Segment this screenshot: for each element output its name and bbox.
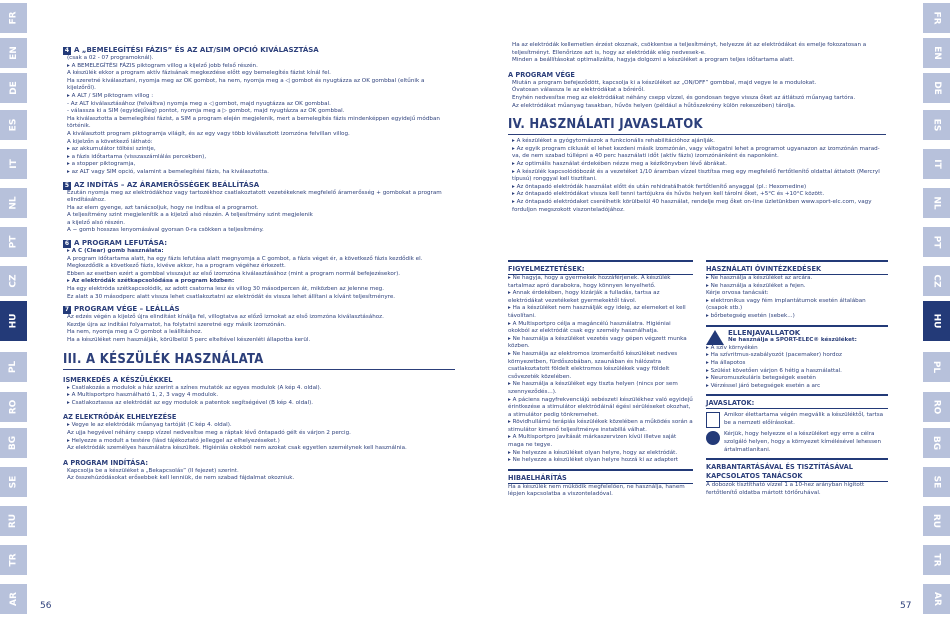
right-column-top — [508, 42, 886, 214]
language-tab-label: IT — [931, 159, 942, 169]
crossed-bin-icon — [706, 412, 720, 428]
text-line: Óvatosan válassza le az elektródákat a bőréről. — [512, 87, 645, 94]
section-7-body — [63, 314, 455, 344]
section-4-heading: 4 A „BEMELEGÍTÉSI FÁZIS” ÉS AZ ALT/SIM OPCIÓ KIVÁLASZTÁSA — [64, 46, 319, 54]
text-line: Ha nem, nyomja meg a ⏻ gombot a leállításhoz. — [67, 329, 203, 336]
precautions-heading: HASZNÁLATI ÓVINTÉZKEDÉSEK — [706, 265, 888, 275]
language-tab-ro[interactable] — [0, 392, 27, 422]
language-tab-label: RO — [931, 399, 942, 415]
text-line: Ha az elektródák kellemetlen érzést okoznak, csökkentse a teljesítményt, helyezze át az elektródákat és emelje fokozatosan a teljesítményt. Ellenőrizze azt is, hogy az elektródák elég nedvesek-e. — [512, 42, 867, 56]
maintenance-heading: KARBANTARTÁSÁVAL ÉS TISZTÍTÁSÁVAL KAPCSOLATOS TANÁCSOK — [706, 463, 888, 482]
text-line: ▸ Ha szívritmus-szabályozót (pacemaker) hordoz — [706, 352, 842, 359]
contraindications-box — [706, 325, 888, 391]
language-tab-de[interactable] — [0, 73, 27, 103]
text-line: ▸ elektronikus vagy fém implantátumok esetén általában (csapok stb.) — [706, 297, 866, 312]
text-line: ▸ Ne használja az elektromos izomerősítő készüléket nedves környezetben, fürdőszobában, szaunában és hálózatra csatlakoztatott földelt elektromos készülékek vagy földelt csővezeték közelében. — [508, 350, 678, 380]
language-tab-label: ES — [8, 118, 19, 132]
warnings-heading: FIGYELMEZTETÉSEK: — [508, 265, 693, 275]
language-tab-label: TR — [8, 553, 19, 567]
language-tab-cz[interactable] — [0, 266, 27, 296]
text-line: ▸ az ALT vagy SIM opció, valamint a bemelegítési fázis, ha kiválasztotta. — [67, 168, 269, 175]
text-line: Az ujja hegyével néhány csepp vízzel nedvesítse meg a ráptak lévő öntapadó gélt és várjon 2 percig. — [67, 429, 351, 436]
language-tab-label: DE — [8, 81, 19, 95]
language-tab-label: DE — [931, 81, 942, 95]
text-line: ▸ bőrbetegség esetén (sebek...) — [706, 312, 795, 319]
text-line: Az összehúzódásokat erősebbek kell lenniük, de nem szabad fájdalmat okozniuk. — [67, 475, 295, 482]
text-line: ▸ Ne használja a készüléket egy tiszta helyen (nincs por sem szennyeződés...). — [508, 381, 678, 395]
text-line: Ezután nyomja meg az elektródákhoz vagy tartozékhoz csatlakoztatott vezetékeknek megfelelő áramerősség + gombokat a program elindításához. — [67, 189, 442, 204]
program-end-body — [508, 80, 886, 110]
language-tab-ro[interactable] — [923, 392, 950, 422]
program-start-body — [63, 468, 455, 483]
text-line: ▸ A páciens nagyfrekvenciájú sebészeti készülékhez való egyidejű érintkezése a stimulátor elektródáinál égési sérüléseket okozhat, a stimulátor pedig tönkremehet. — [508, 396, 693, 418]
text-line: ▸ az akkumulátor töltési szintje, — [67, 146, 156, 153]
language-tab-se[interactable] — [923, 467, 950, 497]
text-line: Ha az elem gyenge, azt tanácsoljuk, hogy ne indítsa el a programot. — [67, 204, 259, 211]
language-tab-label: PT — [931, 235, 942, 249]
text-line: A kiválasztott program piktogramja világít, és az egy vagy több kiválasztott izomzóna felvillan villog. — [67, 130, 350, 137]
text-line: ▸ Szülést követően várjon 6 hétig a használattal. — [706, 367, 842, 374]
section-7-heading: 7 PROGRAM VÉGE – LEÁLLÁS — [64, 305, 180, 314]
text-line: A − gomb hosszas lenyomásával gyorsan 0-ra csökken a teljesítmény. — [67, 227, 264, 234]
language-tab-label: PL — [8, 360, 19, 374]
language-tab-fr[interactable] — [0, 3, 27, 33]
language-tab-label: IT — [8, 159, 19, 169]
text-line: (csak a 02 - 07 programoknál). — [67, 55, 154, 61]
language-tab-label: EN — [8, 46, 19, 60]
text-line: Kérje orvosa tanácsát: — [706, 290, 769, 297]
language-tab-ar[interactable] — [0, 584, 27, 614]
troubleshooting-body — [508, 484, 693, 499]
text-line: ▸ Vérzéssel járó betegségek esetén a arc — [706, 382, 821, 389]
disconnect-subheading: ▸ Az elektródák szétkapcsolódása a program közben: — [67, 278, 235, 285]
language-tab-bg[interactable] — [0, 428, 27, 458]
text-line: ▸ Neuromuszkuláris betegségek esetén — [706, 375, 816, 382]
text-line: ▸ Helyezze a modult a testére (lásd tájékoztató jelleggel az elhelyezéseket.) — [67, 437, 280, 444]
language-tab-label: CZ — [931, 274, 942, 288]
language-tab-es[interactable] — [923, 110, 950, 140]
section-iii-title: III. A KÉSZÜLÉK HASZNÁLATA — [63, 352, 455, 370]
text-line: ▸ A Multisportpro használható 1, 2, 3 vagy 4 modulok. — [67, 392, 219, 399]
warnings-body — [508, 275, 693, 465]
language-tab-pt[interactable] — [0, 227, 27, 257]
text-line: A teljesítmény szint megjelenítik a a kijelző alsó részén. A teljesítmény szint megjelenik — [67, 212, 313, 219]
section-5-body — [63, 190, 455, 236]
section-6-heading: 6 A PROGRAM LEFUTÁSA: — [64, 239, 168, 248]
language-tab-ru[interactable] — [0, 506, 27, 536]
subheading-electrode-placement: AZ ELEKTRÓDÁK ELHELYEZÉSE — [63, 413, 177, 422]
language-tab-label: NL — [931, 196, 942, 210]
language-tab-cz[interactable] — [923, 266, 950, 296]
text-line: ▸ Ne hagyja, hogy a gyermekek hozzáférjenek. A készülék tartalmaz apró darabokra, hogy könnyen lenyelhető. — [508, 275, 671, 289]
left-column — [63, 42, 455, 483]
language-tab-label: HU — [931, 313, 942, 329]
language-tab-label: SE — [8, 475, 19, 489]
text-line: Ha egy elektróda szétkapcsolódik, az adott csatorna lesz és villog 30 másodpercen át, miközben az jelenne meg. — [67, 286, 385, 293]
warnings-column — [508, 256, 693, 499]
language-tab-de[interactable] — [923, 73, 950, 103]
warning-triangle-icon — [706, 330, 724, 345]
language-tabs-right — [923, 0, 950, 621]
text-line: a kijelző alsó részén. — [67, 219, 126, 226]
language-tab-ru[interactable] — [923, 506, 950, 536]
text-line: ▸ A Multisportpro javítását márkaszervizen kívül illetve saját maga ne tegye. — [508, 434, 677, 449]
text-line: Kezdje újra az indítási folyamatot, ha folytatni szeretné egy másik izomzónán. — [67, 321, 286, 328]
text-line: ▸ Az öntapadó elektródaket cserélhetik körülbelül 40 használat, rendelje meg őket on-line üzletünkben www.sport-elc.com, vagy forduljon megszokott viszonteladójához. — [512, 198, 872, 213]
text-line: A program időtartama alatt, ha egy fázis lefutása alatt megnyomja a C gombot, a fázis véget ér, a következő fázis kezdődik el. — [67, 255, 423, 262]
language-tab-label: RU — [931, 513, 942, 529]
language-tabs-left — [0, 0, 27, 621]
language-tab-label: RU — [8, 513, 19, 529]
language-tab-se[interactable] — [0, 467, 27, 497]
language-tab-pt[interactable] — [923, 227, 950, 257]
text-line: ▸ Vegye le az elektródák műanyag tartóját (C kép 4. oldal). — [67, 422, 232, 429]
recycle-icon — [706, 431, 720, 445]
language-tab-en[interactable] — [0, 38, 27, 68]
language-tab-label: PL — [931, 360, 942, 374]
warnings-box — [508, 260, 693, 465]
troubleshooting-heading: HIBAELHÁRÍTÁS — [508, 474, 693, 484]
getting-started-body — [63, 385, 455, 408]
text-line: Ha a készülék nem működik megfelelően, ne használja, hanem lépjen kapcsolatba a viszonteladóval. — [508, 483, 685, 498]
language-tab-fr[interactable] — [923, 3, 950, 33]
language-tab-label: RO — [8, 399, 19, 415]
contraindications-subheading: Ne használja a SPORT-ELEC® készüléket: — [728, 337, 857, 344]
text-line: Enyhén nedvesítse meg az elektródákat néhány csepp vízzel, és gondosan tegye vissza őket az átlátszó műanyag tartóra. — [512, 94, 856, 101]
troubleshooting-box — [508, 469, 693, 499]
text-line: ▸ Az egyik program ciklusát el lehet kezdeni másik izomzónán, vagy váltogatni lehet a programot ugyanazon az izomzónán marad-va, de nem szabad túllépni a 40 perc használati időt (aktív fázis) izomzónánként és naponként. — [512, 145, 880, 160]
text-line: ▸ Ne használja a készüléket vezetés vagy gépen végzett munka közben. — [508, 335, 687, 350]
text-line: ▸ Az öntapadó elektródákat vissza kell tenni tartójukra és hűvös helyen kell tárolni őket, +5°C és +10°C között. — [512, 191, 825, 198]
subheading-getting-started: ISMERKEDÉS A KÉSZÜLÉKKEL — [63, 375, 173, 384]
language-tab-label: HU — [8, 313, 19, 329]
text-line: Kapcsolja be a készüléket a „Bekapcsolás” (II fejezet) szerint. — [67, 467, 239, 474]
language-tab-hu[interactable] — [923, 301, 950, 341]
text-line: ▸ Ne használja a készüléket az arcára. — [706, 275, 813, 281]
usage-advice-body — [508, 138, 886, 214]
text-line: ▸ Ne helyezze a készüléket olyan helyre, hogy az elektródát. — [508, 449, 678, 456]
language-tab-label: ES — [931, 118, 942, 132]
text-line: ▸ A készülék kapcsolódóbozát és a vezetéket 1/10 áramban vízzel tisztítsa meg egy megfelelő fertőtlenítő oldattal áttatott (Mercryl típusú) ronggyal kell tisztítani. — [512, 168, 880, 183]
language-tab-label: BG — [931, 435, 942, 451]
language-tab-label: FR — [8, 11, 19, 25]
text-line: Az edzés végén a kijelző újra elindítást kínálja fel, villogtatva az előző izmokat az első izomzóna kiválasztásához. — [67, 314, 384, 321]
language-tab-it[interactable] — [0, 149, 27, 179]
page-number-left: 56 — [40, 601, 52, 611]
text-line: ▸ Csatlakoztassa az elektródát az egy modulok a patentok segítségével (B kép 4. oldal). — [67, 399, 314, 406]
language-tab-ar[interactable] — [923, 584, 950, 614]
text-line: ▸ Csatlakozás a modulok a ház szerint a színes mutatók az egyes modulok (A kép 4. oldal). — [67, 384, 322, 391]
maintenance-box — [706, 458, 888, 497]
language-tab-nl[interactable] — [0, 188, 27, 218]
section-6-body — [63, 256, 455, 279]
text-line: ▸ Ha a készüléket nem használják egy ideig, az elemeket el kell távolítani. — [508, 305, 686, 319]
text-line: ▸ A szív környékén — [706, 344, 758, 351]
text-line: ▸ a stopper piktogramja, — [67, 161, 136, 168]
text-line: ▸ a fázis időtartama (visszaszámlálás percekben), — [67, 153, 207, 160]
text-line: ▸ Ha állapotos — [706, 359, 746, 366]
language-tab-label: NL — [8, 196, 19, 210]
section-4-body — [63, 55, 455, 177]
text-line: Ha a készüléket nem használják, körülbelül 5 perc elteltével készenléti állapotba kerül. — [67, 337, 311, 343]
text-line: Az elektródák személyes használatra készültek. Higiéniás okokból nem azokat csak egyetlen személynek kell használnia. — [67, 445, 407, 452]
text-line: ▸ A ALT / SIM piktogram villog : — [67, 92, 154, 99]
text-line: ▸ Az optimális használat érdekében nézze meg a kézikönyvben lévő ábrákat. — [512, 160, 727, 167]
language-tab-label: TR — [931, 553, 942, 567]
text-line: ▸ Az öntapadó elektródák használat előtt és után rehidratálhatók fertőtlenítő anyaggal (pl.: Hexomedine) — [512, 183, 807, 190]
precautions-box — [706, 260, 888, 321]
contraindications-heading: ELLENJAVALLATOK — [728, 328, 801, 337]
clear-button-subheading: ▸ A C (Clear) gomb használata: — [67, 248, 164, 255]
language-tab-hu[interactable] — [0, 301, 27, 341]
text-line: ▸ Rövidhullámú terápiás készülékek közelében a működés során a stimulátor kimenő teljesítménye instabillá válhat. — [508, 419, 693, 433]
language-tab-label: AR — [931, 592, 942, 606]
recommendations-box — [706, 394, 888, 454]
language-tab-nl[interactable] — [923, 188, 950, 218]
text-line: ▸ A készüléket a gyógytornászok a funkcionális rehabilitációhoz ajánlják. — [512, 138, 715, 145]
text-line: Ez alatt a 30 másodperc alatt vissza lehet csatlakoztatni az elektródát és vissza lehet állítani a kívánt teljesítményre. — [67, 293, 396, 300]
maintenance-body — [706, 482, 888, 497]
text-line: A dobozok tisztítható vízzel 1 a 10-hez arányban hígított fertőtlenítő oldatba mártott törlőruhával. — [706, 482, 865, 496]
language-tab-label: PT — [8, 235, 19, 249]
text-line: - válassza ki a SIM (egyidejűleg) pontot, nyomja meg a ▷ gombot, majd nyugtázza az OK gombbal. — [67, 108, 345, 115]
program-end-heading: A PROGRAM VÉGE — [508, 70, 575, 79]
text-line: Az elektródákat műanyag tasakban, hűvös helyen (például a hűtőszekrény külön rekeszében) tárolja. — [512, 102, 796, 109]
text-line: ▸ A BEMELEGÍTÉSI FÁZIS piktogram villog a kijelző jobb felső részén. — [67, 62, 258, 69]
text-line: A kijelzőn a következő látható: — [67, 138, 153, 145]
text-line: ▸ Ne használja a készüléket a fejen. — [706, 282, 806, 289]
section-iv-title: IV. HASZNÁLATI JAVASLATOK — [508, 117, 886, 135]
recommendations-heading: JAVASLATOK: — [706, 399, 888, 409]
electrode-placement-body — [63, 422, 455, 452]
text-line: Ha kiválasztotta a bemelegítési fázist, a SIM a program elején megjelenik, mert a bemelegítés fázis mindenképpen egyidejű módban történik. — [67, 115, 440, 130]
language-tab-label: AR — [8, 592, 19, 606]
section-5-heading: 5 AZ INDÍTÁS – AZ ÁRAMERŐSSÉGEK BEÁLLÍTÁSA — [64, 180, 260, 189]
text-line: Minden a beállításokat optimalizálta, hagyja dolgozni a készüléket a program teljes időtartama alatt. — [512, 57, 795, 64]
language-tab-label: SE — [931, 475, 942, 489]
language-tab-tr[interactable] — [0, 545, 27, 575]
language-tab-label: CZ — [8, 274, 19, 288]
language-tab-pl[interactable] — [0, 352, 27, 382]
text-line: ▸ A Multisportpro célja a magáncélú használatra. Higiéniai okokból az elektródát csak egy személy használhatja. — [508, 320, 671, 335]
recommendation-text-2: Kérjük, hogy helyezze el a készüléket egy erre a célra szolgáló helyen, hogy a környezet kímélésével lehessen ártalmatlanítani. — [724, 431, 881, 453]
text-line: ▸ Annak érdekében, hogy kizárják a fulladás, tartsa az elektródákat vezetékeket gyermekektől távol. — [508, 290, 660, 304]
page-number-right: 57 — [900, 601, 912, 611]
subheading-program-start: A PROGRAM INDÍTÁSA: — [63, 458, 148, 467]
section-6-body-2 — [63, 286, 455, 301]
language-tab-it[interactable] — [923, 149, 950, 179]
contraindications-body — [706, 345, 888, 391]
precautions-body — [706, 275, 888, 321]
text-line: Miután a program befejeződött, kapcsolja ki a készüléket az „ON/OFF” gombbal, majd vegye le a modulokat. — [512, 79, 817, 86]
language-tab-label: FR — [931, 11, 942, 25]
text-line: Ebben az esetben ezért a gombbal visszajut az első izomzóna kiválasztásához (mint a program normál befejezésekor). — [67, 270, 401, 277]
text-line: A készülék ekkor a program aktív fázisának megkezdése előtt egy bemelegítés fázist kínál fel. — [67, 70, 331, 77]
language-tab-label: BG — [8, 435, 19, 451]
language-tab-en[interactable] — [923, 38, 950, 68]
intro-body — [508, 42, 886, 65]
text-line: - Az ALT kiválasztásához (felváltva) nyomja meg a ◁ gombot, majd nyugtázza az OK gombbal. — [67, 100, 331, 107]
text-line: Megkezdődik a következő fázis, kivéve akkor, ha a program végéhez érkezett. — [67, 263, 286, 270]
language-tab-es[interactable] — [0, 110, 27, 140]
text-line: ▸ Ne helyezze a készüléket olyan helyre hozzá ki az adaptert — [508, 457, 679, 464]
language-tab-bg[interactable] — [923, 428, 950, 458]
language-tab-tr[interactable] — [923, 545, 950, 575]
recommendation-text-1: Amikor élettartama végén megválik a készüléktől, tartsa be a nemzeti előírásokat. — [724, 412, 884, 426]
language-tab-pl[interactable] — [923, 352, 950, 382]
language-tab-label: EN — [931, 46, 942, 60]
text-line: Ha szeretné kiválasztani, nyomja meg az OK gombot, ha nem, nyomja meg a ◁ gombot és nyugtázza az OK gombbal (eltűnik a kijelzőről). — [67, 77, 425, 92]
precautions-column — [706, 256, 888, 497]
